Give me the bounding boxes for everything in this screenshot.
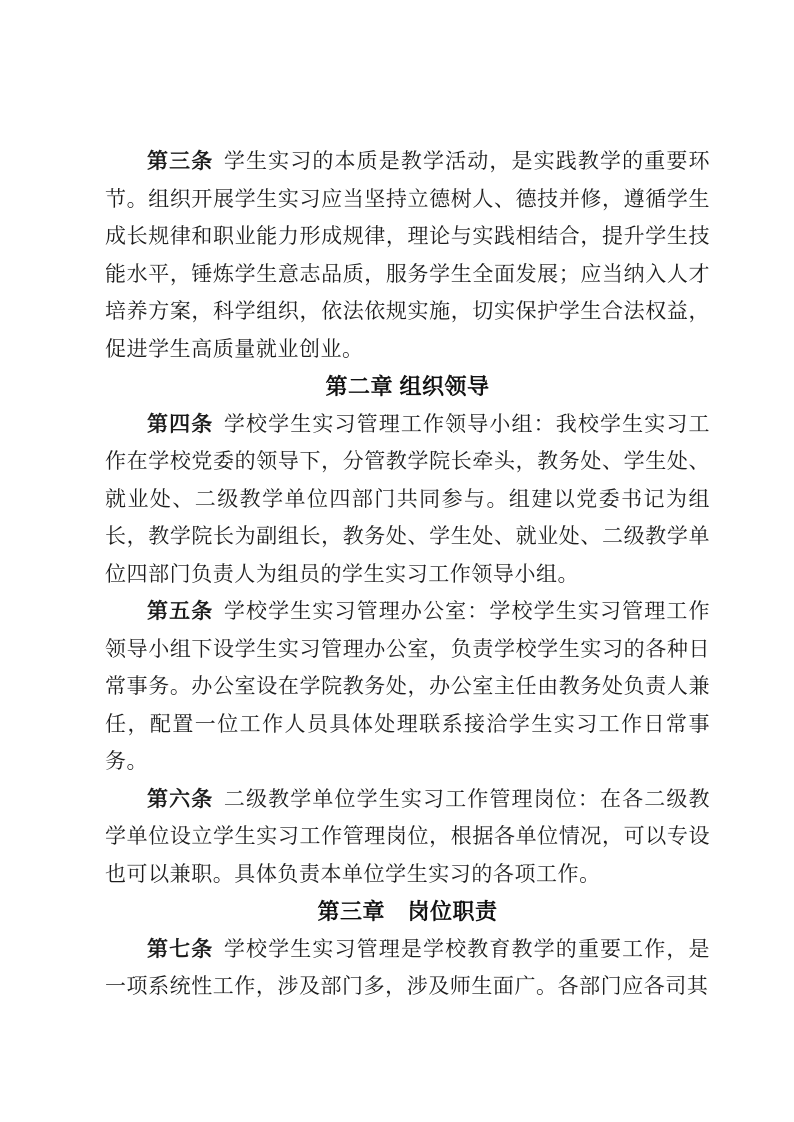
article-3-number: 第三条 — [147, 149, 214, 173]
paragraph-article-3 — [105, 143, 710, 368]
article-3-text: 学生实习的本质是教学活动，是实践教学的重要环节。组织开展学生实习应当坚持立德树人、德技并修，遵循学生成长规律和职业能力形成规律，理论与实践相结合，提升学生技能水平，锤炼学生意志品质，服务学生全面发展；应当纳入人才培养方案，科学组织，依法依规实施，切实保护学生合法权益，促进学生高质量就业创业。 — [105, 149, 710, 361]
article-5-number: 第五条 — [147, 599, 214, 623]
heading-chapter-3: 第三章 岗位职责 — [317, 899, 498, 924]
paragraph-article-5 — [105, 593, 710, 781]
article-4-text: 学校学生实习管理工作领导小组：我校学生实习工作在学校党委的领导下，分管教学院长牵头，教务处、学生处、就业处、二级教学单位四部门共同参与。组建以党委书记为组长，教学院长为副组长，教务处、学生处、就业处、二级教学单位四部门负责人为组员的学生实习工作领导小组。 — [105, 411, 710, 586]
article-6-number: 第六条 — [147, 786, 214, 811]
article-4-number: 第四条 — [147, 411, 214, 436]
article-5-text: 学校学生实习管理办公室：学校学生实习管理工作领导小组下设学生实习管理办公室，负责学校学生实习的各种日常事务。办公室设在学院教务处，办公室主任由教务处负责人兼任，配置一位工作人员具体处理联系接洽学生实习工作日常事务。 — [105, 599, 710, 773]
document-body — [105, 143, 710, 1006]
paragraph-article-4 — [105, 406, 710, 594]
paragraph-article-7 — [105, 931, 710, 1006]
article-7-text: 学校学生实习管理是学校教育教学的重要工作，是一项系统性工作，涉及部门多，涉及师生面广。各部门应各司其 — [105, 936, 710, 998]
article-6-text: 二级教学单位学生实习工作管理岗位：在各二级教学单位设立学生实习工作管理岗位，根据各单位情况，可以专设也可以兼职。具体负责本单位学生实习的各项工作。 — [105, 786, 710, 886]
article-7-number: 第七条 — [147, 936, 214, 961]
heading-chapter-2: 第二章 组织领导 — [325, 374, 490, 399]
paragraph-article-6 — [105, 781, 710, 894]
